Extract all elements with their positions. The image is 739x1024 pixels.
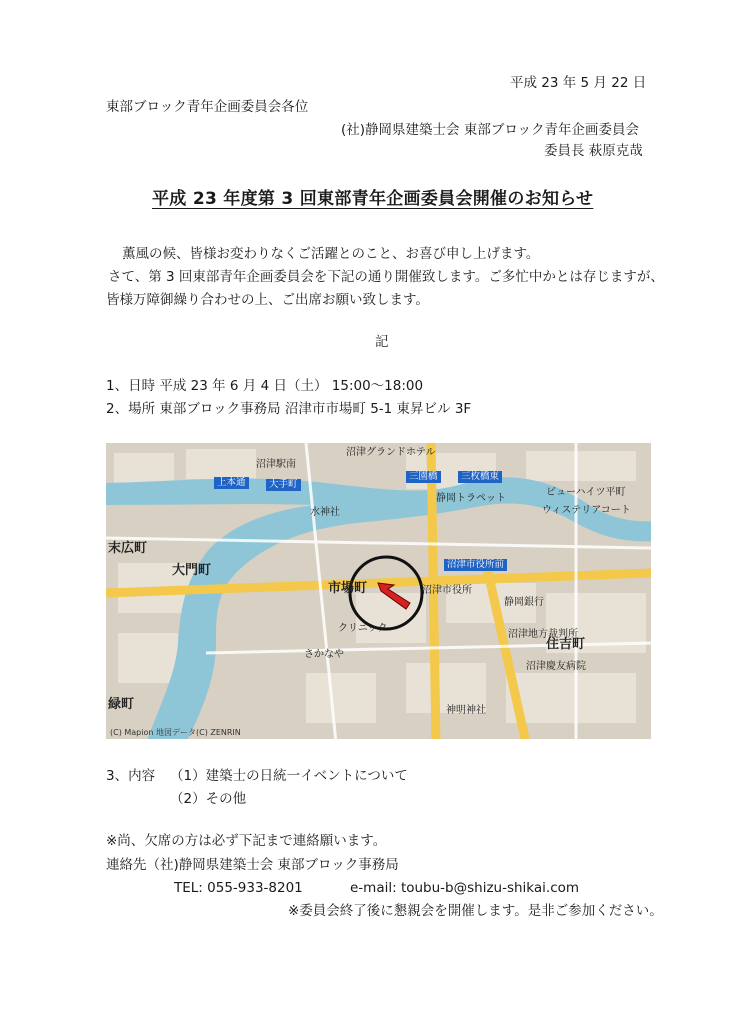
recipient: 東部ブロック青年企画委員会各位 (106, 99, 309, 115)
map-label-court: 沼津地方裁判所 (508, 629, 578, 640)
map-label-suehirocho: 末広町 (108, 541, 148, 556)
map-label-grand-hotel: 沼津グランドホテル (346, 447, 436, 458)
map-label-sannobashi: 三園橋 (406, 471, 441, 483)
map-label-midoricho: 緑町 (108, 697, 135, 712)
ki-heading: 記 (375, 334, 389, 350)
map-label-mizuki: 水神社 (310, 507, 340, 518)
item-content-2: （2）その他 (170, 791, 247, 807)
contact-tel: TEL: 055-933-8201 (174, 880, 303, 896)
map-label-ichibacho: 市場町 (328, 581, 368, 596)
map-label-sakana: さかなや (304, 649, 344, 660)
map-label-city-hall-front: 沼津市役所前 (444, 559, 507, 571)
map-label-shizuoka-bank: 静岡銀行 (504, 597, 544, 608)
party-note: ※委員会終了後に懇親会を開催します。是非ご参加ください。 (288, 903, 663, 919)
map-label-otecho: 大手町 (266, 479, 301, 491)
contact-heading: 連絡先（社)静岡県建築士会 東部ブロック事務局 (106, 857, 399, 873)
map-copyright: (C) Mapion 地図データ(C) ZENRIN (110, 728, 241, 737)
item-content-label: 3、内容 (106, 768, 156, 784)
map-label-daimoncho: 大門町 (172, 563, 212, 578)
sender-organization: (社)静岡県建築士会 東部ブロック青年企画委員会 (341, 122, 640, 138)
contact-email: e-mail: toubu-b@shizu-shikai.com (350, 880, 580, 896)
map-label-city-hall: 沼津市役所 (422, 585, 472, 596)
map-label-jinja: 神明神社 (446, 705, 486, 716)
item-place: 2、場所 東部ブロック事務局 沼津市市場町 5-1 東昇ビル 3F (106, 401, 472, 417)
map-label-wisteria: ウィステリアコート (542, 505, 631, 516)
map-label-station-south: 沼津駅南 (256, 459, 296, 470)
map-label-clinic: クリニック (338, 623, 388, 634)
map-label-kamihoncho: 上本通 (214, 477, 249, 489)
body-line: さて、第 3 回東部青年企画委員会を下記の通り開催致します。ご多忙中かとは存じますが、 (108, 269, 664, 285)
location-map (106, 443, 651, 739)
absence-note: ※尚、欠席の方は必ず下記まで連絡願います。 (106, 833, 387, 849)
item-datetime: 1、日時 平成 23 年 6 月 4 日（土） 15:00～18:00 (106, 378, 424, 394)
item-content-1: （1）建築士の日統一イベントについて (170, 768, 408, 784)
map-label-trapet: 静岡トラペット (436, 493, 506, 504)
map-label-hospital: 沼津慶友病院 (526, 661, 586, 672)
greeting-line: 薫風の候、皆様お変わりなくご活躍とのこと、お喜び申し上げます。 (122, 246, 540, 262)
document-title: 平成 23 年度第 3 回東部青年企画委員会開催のお知らせ (152, 189, 594, 209)
body-line: 皆様万障御繰り合わせの上、ご出席お願い致します。 (106, 292, 429, 308)
map-label-view-heights: ビューハイツ平町 (546, 487, 626, 498)
map-label-sumiyoshicho: 住吉町 (546, 637, 586, 652)
sender-person: 委員長 萩原克哉 (544, 143, 643, 159)
document-date: 平成 23 年 5 月 22 日 (510, 75, 647, 91)
map-label-sannobashi-east: 三枚橋東 (458, 471, 502, 483)
